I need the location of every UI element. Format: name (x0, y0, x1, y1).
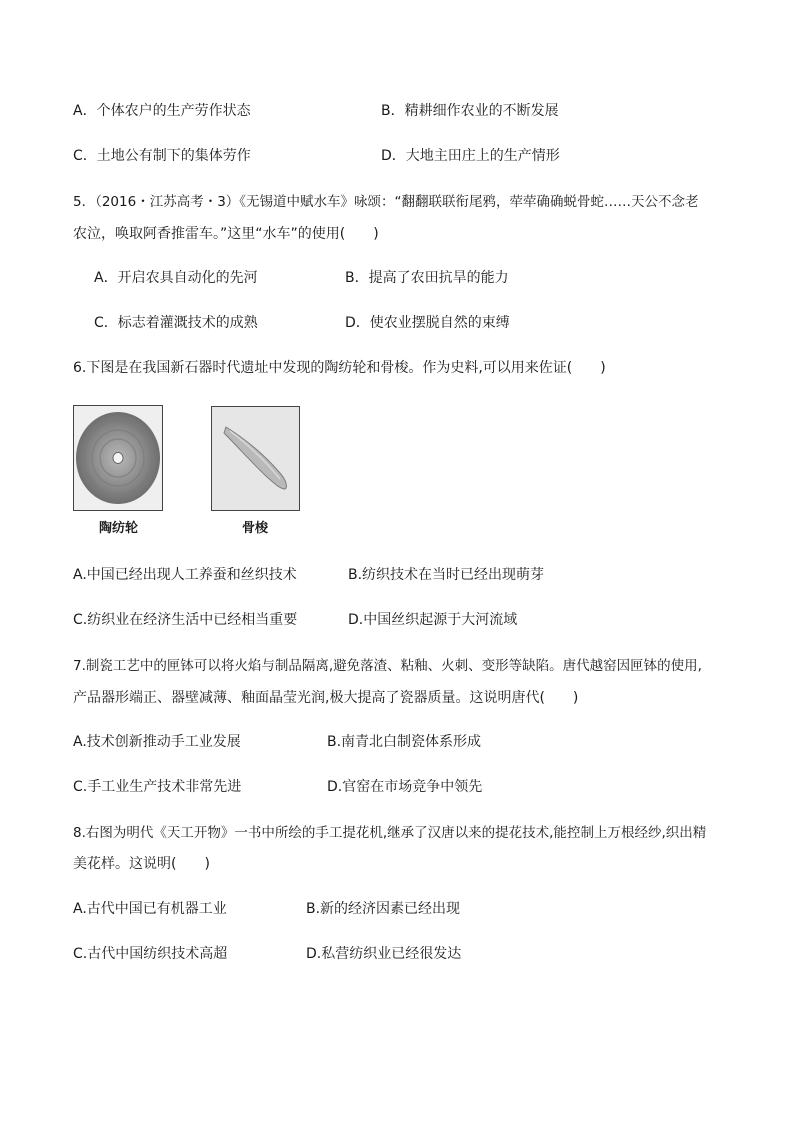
q4-option-d: D．大地主田庄上的生产情形 (381, 148, 560, 164)
q5-stem-line2: 农泣，唤取阿香推雷车。”这里“水车”的使用( ) (73, 226, 379, 242)
q8-stem-line2: 美花样。这说明( ) (73, 856, 210, 872)
bone-shuttle-caption: 骨梭 (242, 521, 269, 536)
q8-option-b: B.新的经济因素已经出现 (306, 901, 461, 917)
q4-option-c: C．土地公有制下的集体劳作 (73, 148, 251, 164)
q5-option-c: C．标志着灌溉技术的成熟 (94, 315, 258, 331)
q4-option-b: B．精耕细作农业的不断发展 (381, 103, 559, 119)
q5-option-d: D．使农业摆脱自然的束缚 (345, 315, 510, 331)
q8-option-d: D.私营纺织业已经很发达 (306, 946, 462, 962)
q7-option-b: B.南青北白制瓷体系形成 (327, 734, 482, 750)
q5-option-a: A．开启农具自动化的先河 (94, 270, 258, 286)
q6-option-c: C.纺织业在经济生活中已经相当重要 (73, 612, 298, 628)
q7-option-c: C.手工业生产技术非常先进 (73, 779, 242, 795)
q6-option-a: A.中国已经出现人工养蚕和丝织技术 (73, 567, 297, 583)
q7-stem-line2: 产品器形端正、器壁减薄、釉面晶莹光润,极大提高了瓷器质量。这说明唐代( ) (73, 690, 579, 706)
q5-option-b: B．提高了农田抗旱的能力 (345, 270, 509, 286)
q7-option-a: A.技术创新推动手工业发展 (73, 734, 241, 750)
bone-shuttle-image (211, 406, 300, 511)
q6-stem: 6.下图是在我国新石器时代遗址中发现的陶纺轮和骨梭。作为史料,可以用来佐证( ) (73, 360, 606, 376)
q8-option-a: A.古代中国已有机器工业 (73, 901, 227, 917)
q6-option-d: D.中国丝织起源于大河流域 (348, 612, 518, 628)
spinning-whorl-image (73, 405, 163, 511)
q8-stem-line1: 8.右图为明代《天工开物》一书中所绘的手工提花机,继承了汉唐以来的提花技术,能控制上万根经纱,织出精 (73, 825, 707, 841)
q4-option-a: A．个体农户的生产劳作状态 (73, 103, 251, 119)
q6-option-b: B.纺织技术在当时已经出现萌芽 (348, 567, 545, 583)
spinning-whorl-caption: 陶纺轮 (99, 521, 139, 536)
q7-stem-line1: 7.制瓷工艺中的匣钵可以将火焰与制品隔离,避免落渣、粘釉、火刺、变形等缺陷。唐代越窑因匣钵的使用, (73, 658, 702, 674)
q5-stem-line1: 5．（2016・江苏高考・3）《无锡道中赋水车》咏颂：“翻翻联联衔尾鸦，荦荦确确蜕骨蛇……天公不念老 (73, 194, 699, 210)
q8-option-c: C.古代中国纺织技术高超 (73, 946, 228, 962)
q7-option-d: D.官窑在市场竞争中领先 (327, 779, 483, 795)
